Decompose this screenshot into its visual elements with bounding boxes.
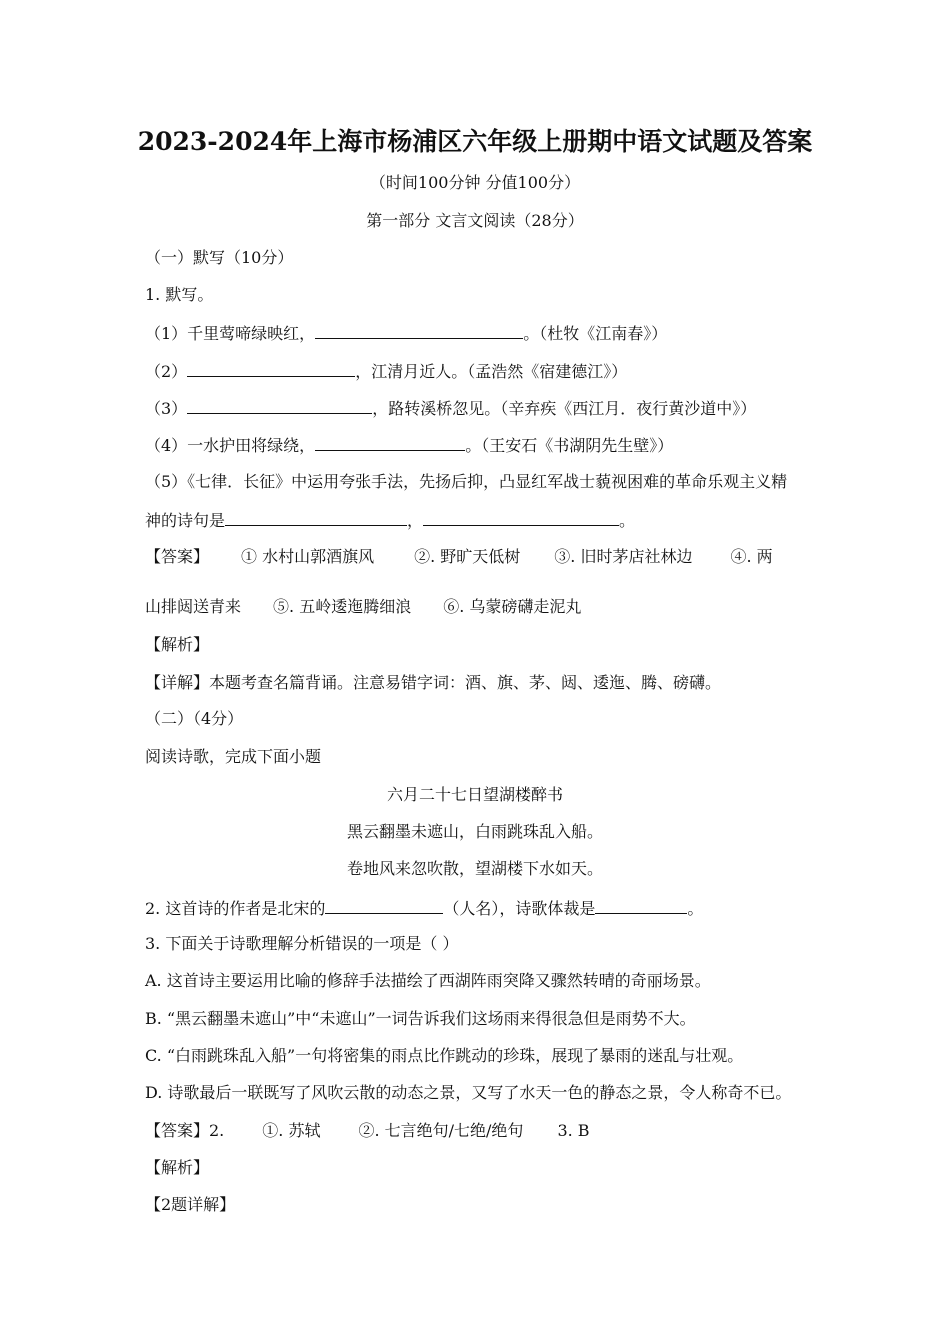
answer-item: ①. 苏轼 [262,1121,321,1140]
item-text: ，路转溪桥忽见。（辛弃疾《西江月．夜行黄沙道中》） [372,399,757,418]
item-text: （人名），诗歌体裁是 [443,899,596,918]
item-text: （4）一水护田将绿绕， [145,436,316,455]
item-text: （2） [145,362,188,381]
item-text: （1）千里莺啼绿映红， [145,324,316,343]
item-text: 。 [619,511,636,530]
section-heading-2: （二）（4分） [145,709,244,728]
item-text: ，江清月近人。（孟浩然《宿建德江》） [355,362,628,381]
item-text: ， [407,511,424,530]
detail-explanation: 【详解】本题考查名篇背诵。注意易错字词：酒、旗、茅、闼、逶迤、腾、磅礴。 [145,673,722,692]
answer-item: ③. 旧时茅店社林边 [554,547,693,566]
answer-item: 3. B [557,1121,590,1140]
answer-blank [225,508,407,526]
exam-subtitle: （时间100分钟 分值100分） [369,173,581,192]
analysis-label-2: 【解析】 [145,1158,210,1177]
part-heading: 第一部分 文言文阅读（28分） [366,211,584,230]
answer-item: ⑤. 五岭逶迤腾细浪 [273,597,412,616]
answer-label: 【答案】 [145,547,210,566]
item-text: 。 [687,899,704,918]
question-3: 3. 下面关于诗歌理解分析错误的一项是（ ） [145,934,459,953]
answer-2 [145,1120,815,1142]
answer-blank [595,896,687,914]
item-text: 2. 这首诗的作者是北宋的 [145,899,326,918]
detail-heading-2: 【2题详解】 [145,1195,236,1214]
answer-item: ④. 两 [730,547,773,566]
option-b: B. “黑云翻墨未遮山”中“未遮山”一词告诉我们这场雨来得很急但是雨势不大。 [145,1009,696,1028]
answer-blank [315,433,465,451]
reading-instruction: 阅读诗歌，完成下面小题 [145,747,322,766]
option-d: D. 诗歌最后一联既写了风吹云散的动态之景，又写了水天一色的静态之景，令人称奇不已。 [145,1083,792,1102]
answer-blank [187,396,372,414]
answer-label: 【答案】2. [145,1121,225,1140]
question-1-item-4 [145,433,815,457]
question-1: 1. 默写。 [145,285,214,304]
option-c: C. “白雨跳珠乱入船”一句将密集的雨点比作跳动的珍珠，展现了暴雨的迷乱与壮观。 [145,1046,744,1065]
answer-item: ②. 七言绝句/七绝/绝句 [358,1121,524,1140]
item-text: 神的诗句是 [145,511,226,530]
poem-title: 六月二十七日望湖楼醉书 [386,785,563,804]
answer-1-line-1 [145,546,815,568]
answer-item: ① 水村山郭酒旗风 [241,547,375,566]
answer-blank [187,359,355,377]
answer-item: ②. 野旷天低树 [414,547,521,566]
question-1-item-3 [145,396,815,420]
question-2 [145,896,815,920]
poem-line-1: 黑云翻墨未遮山，白雨跳珠乱入船。 [346,822,603,841]
question-1-item-1 [145,321,815,345]
question-1-item-5-cont [145,508,815,532]
item-text: （3） [145,399,188,418]
answer-item: ⑥. 乌蒙磅礴走泥丸 [443,597,582,616]
analysis-label: 【解析】 [145,635,210,654]
answer-1-line-2 [145,596,815,618]
item-text: 。（王安石《书湖阴先生壁》） [465,436,674,455]
option-a: A. 这首诗主要运用比喻的修辞手法描绘了西湖阵雨突降又骤然转晴的奇丽场景。 [145,971,711,990]
answer-blank [325,896,443,914]
poem-line-2: 卷地风来忽吹散，望湖楼下水如天。 [346,859,603,878]
answer-blank [423,508,619,526]
answer-item: 山排闼送青来 [145,597,242,616]
answer-blank [315,321,523,339]
section-heading: （一）默写（10分） [145,248,294,267]
question-1-item-2 [145,359,815,383]
question-1-item-5: （5）《七律．长征》中运用夸张手法，先扬后抑，凸显红军战士藐视困难的革命乐观主义精 [145,472,788,491]
document-title: 2023-2024年上海市杨浦区六年级上册期中语文试题及答案 [137,127,813,156]
item-text: 。（杜牧《江南春》） [523,324,668,343]
